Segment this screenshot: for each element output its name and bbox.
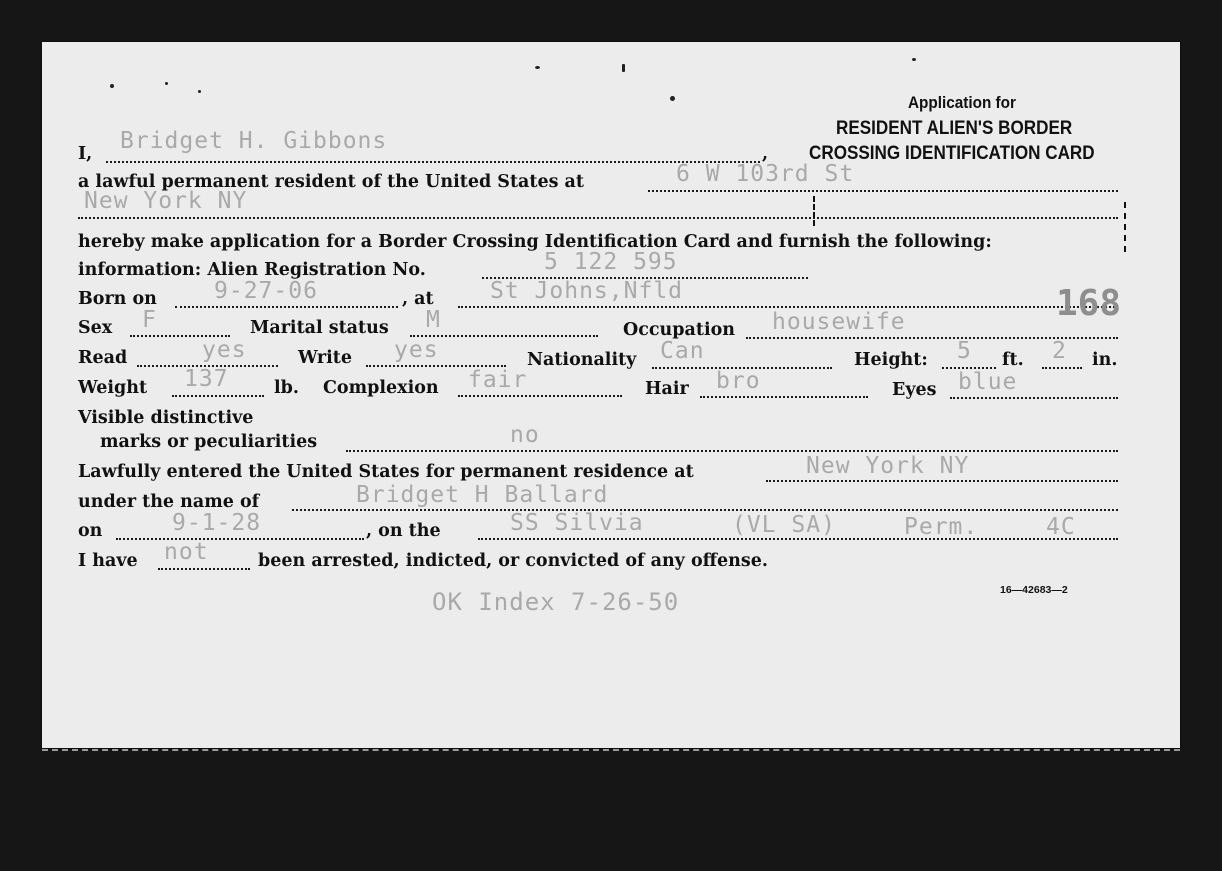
label-write: Write (298, 348, 352, 368)
marks-field[interactable] (346, 450, 1118, 452)
label-born-at: , at (402, 289, 434, 309)
name-field[interactable] (106, 161, 760, 163)
header-line-2: RESIDENT ALIEN'S BORDER (836, 118, 1073, 139)
label-lb: lb. (274, 378, 299, 398)
label-lawfully-entered: Lawfully entered the United States for permanent residence at (78, 462, 694, 482)
perm-value: Perm. (904, 514, 979, 540)
label-born-on: Born on (78, 289, 157, 309)
vessel-note-value: (VL SA) (732, 512, 836, 538)
former-name-field[interactable] (292, 509, 1118, 511)
arrest-record-value: not (164, 539, 209, 565)
eyes-value: blue (958, 369, 1018, 395)
label-i-have: I have (78, 551, 138, 571)
complexion-field[interactable] (458, 395, 622, 397)
vessel-field[interactable] (478, 538, 1118, 540)
scan-speck (110, 84, 114, 88)
header-line-1: Application for (908, 93, 1016, 112)
scan-speck (912, 58, 916, 61)
header-line-3: CROSSING IDENTIFICATION CARD (809, 143, 1095, 164)
write-value: yes (394, 337, 439, 363)
birth-place-value: St Johns,Nfld (490, 278, 684, 304)
entry-place-value: New York NY (806, 453, 970, 479)
nationality-value: Can (660, 338, 705, 364)
label-weight: Weight (78, 378, 148, 398)
address-field-2[interactable] (78, 217, 1118, 219)
label-visible-distinctive: Visible distinctive (78, 408, 254, 428)
label-on-the: , on the (366, 521, 441, 541)
weight-field[interactable] (172, 395, 264, 397)
label-hair: Hair (645, 379, 689, 399)
height-in-value: 2 (1052, 338, 1067, 364)
label-arrested-statement: been arrested, indicted, or convicted of any offense. (258, 551, 768, 571)
scan-speck (622, 64, 625, 72)
entry-date-value: 9-1-28 (172, 510, 262, 536)
label-resident: a lawful permanent resident of the United States at (78, 172, 584, 192)
label-nationality: Nationality (527, 350, 637, 370)
scan-speck (165, 82, 168, 85)
weight-value: 137 (184, 366, 229, 392)
form-number: 16—42683—2 (1000, 584, 1068, 596)
birth-date-field[interactable] (175, 306, 398, 308)
stamp-number: 168 (1056, 283, 1122, 324)
label-complexion: Complexion (323, 378, 439, 398)
label-on: on (78, 521, 103, 541)
label-marital-status: Marital status (250, 318, 389, 338)
vessel-value: SS Silvia (510, 510, 644, 536)
entry-date-field[interactable] (116, 538, 364, 540)
label-in: in. (1092, 350, 1118, 370)
perm-class-value: 4C (1046, 514, 1076, 540)
hair-field[interactable] (700, 396, 868, 398)
label-comma: , (762, 144, 769, 164)
height-ft-value: 5 (957, 338, 972, 364)
marks-value: no (510, 422, 540, 448)
scan-speck (198, 90, 201, 93)
address-field-1[interactable] (648, 190, 1118, 192)
index-note: OK Index 7-26-50 (432, 588, 680, 616)
alien-registration-value: 5 122 595 (544, 249, 678, 275)
label-occupation: Occupation (623, 320, 735, 340)
marital-status-value: M (426, 307, 441, 333)
scan-speck (535, 66, 540, 69)
occupation-value: housewife (772, 309, 906, 335)
height-in-field[interactable] (1042, 367, 1082, 369)
label-eyes: Eyes (892, 380, 937, 400)
birth-place-field[interactable] (458, 306, 1118, 308)
field-divider-mark (813, 196, 815, 226)
address-value-1: 6 W 103rd St (676, 161, 855, 187)
scan-speck (670, 96, 675, 101)
label-ft: ft. (1002, 350, 1024, 370)
label-alien-registration: information: Alien Registration No. (78, 260, 426, 280)
read-value: yes (202, 337, 247, 363)
arrest-record-field[interactable] (158, 568, 250, 570)
birth-date-value: 9-27-06 (214, 278, 318, 304)
label-under-name: under the name of (78, 492, 260, 512)
label-marks-peculiarities: marks or peculiarities (100, 432, 318, 452)
card-perforated-edge (42, 745, 1180, 751)
sex-value: F (142, 307, 157, 333)
label-height: Height: (854, 350, 928, 370)
former-name-value: Bridget H Ballard (356, 482, 609, 508)
hair-value: bro (716, 368, 761, 394)
label-sex: Sex (78, 318, 113, 338)
label-read: Read (78, 348, 128, 368)
address-value-2: New York NY (84, 188, 248, 214)
label-hereby: hereby make application for a Border Crossing Identification Card and furnish the following: (78, 232, 992, 252)
field-divider-mark (1124, 202, 1126, 252)
entry-place-field[interactable] (766, 480, 1118, 482)
eyes-field[interactable] (950, 397, 1118, 399)
name-value: Bridget H. Gibbons (120, 128, 388, 154)
label-i: I, (78, 144, 93, 164)
complexion-value: fair (468, 367, 528, 393)
